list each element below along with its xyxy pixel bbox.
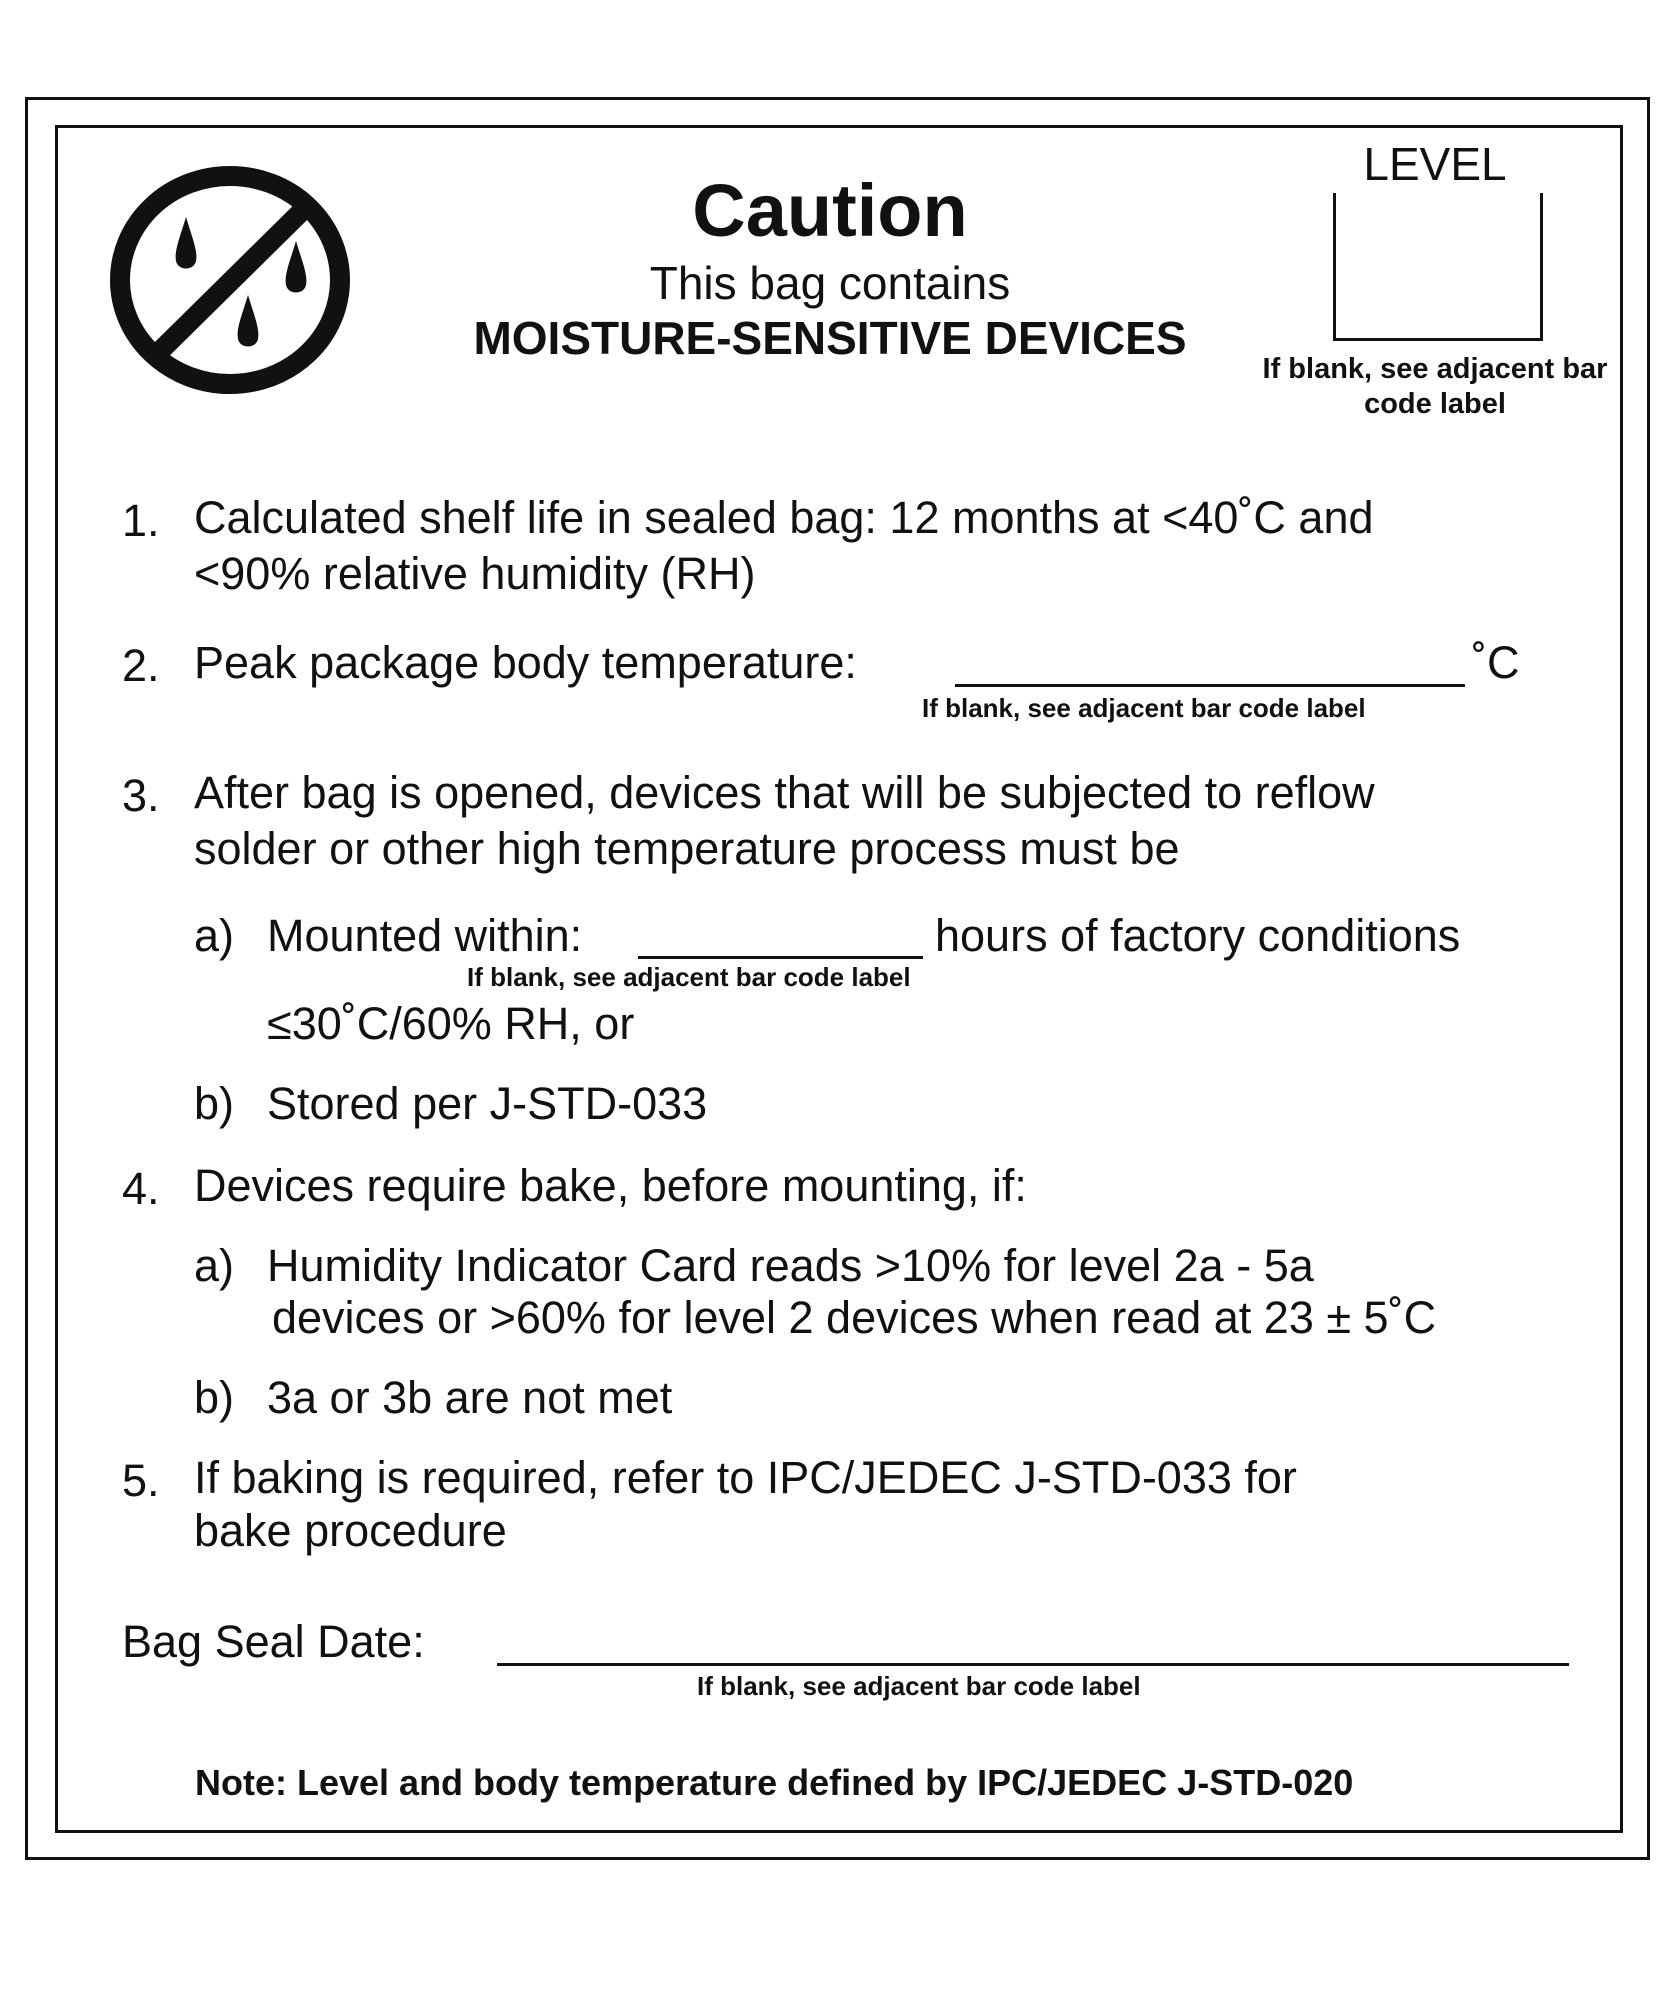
moisture-sensitive-heading: MOISTURE-SENSITIVE DEVICES xyxy=(473,312,1187,364)
item-3a-after: hours of factory conditions xyxy=(935,910,1461,961)
item-3-line2: solder or other high temperature process must be xyxy=(194,823,1180,874)
caution-title: Caution xyxy=(692,169,968,252)
item-5-line2: bake procedure xyxy=(194,1505,507,1556)
item-3-line1: After bag is opened, devices that will be subjected to reflow xyxy=(194,767,1375,818)
item-2-text: Peak package body temperature: xyxy=(194,637,857,688)
level-blank-note: If blank, see adjacent bar code label xyxy=(1262,353,1608,420)
item-2-number: 2. xyxy=(122,640,160,691)
mounted-within-hours-field[interactable] xyxy=(638,956,923,959)
item-4a-label: a) xyxy=(194,1240,235,1291)
item-3a-line2: ≤30˚C/60% RH, or xyxy=(267,998,635,1049)
item-3b-text: Stored per J-STD-033 xyxy=(267,1078,708,1129)
item-1-line1: Calculated shelf life in sealed bag: 12 months at <40˚C and xyxy=(194,492,1374,543)
item-4a-line2: devices or >60% for level 2 devices when read at 23 ± 5˚C xyxy=(272,1292,1437,1343)
item-1-line2: <90% relative humidity (RH) xyxy=(194,548,756,599)
footer-note: Note: Level and body temperature defined by IPC/JEDEC J-STD-020 xyxy=(195,1762,1354,1803)
bag-seal-blank-note: If blank, see adjacent bar code label xyxy=(697,1671,1141,1701)
item-3a-label: a) xyxy=(194,910,235,961)
item-3a-blank-note: If blank, see adjacent bar code label xyxy=(467,962,911,992)
peak-temperature-field[interactable] xyxy=(955,684,1465,687)
item-3a-text: Mounted within: xyxy=(267,910,583,961)
item-2-blank-note: If blank, see adjacent bar code label xyxy=(922,693,1366,723)
item-5-line1: If baking is required, refer to IPC/JEDEC J-STD-033 for xyxy=(194,1452,1297,1503)
item-5-number: 5. xyxy=(122,1455,160,1506)
item-3b-label: b) xyxy=(194,1078,235,1129)
item-4b-text: 3a or 3b are not met xyxy=(267,1372,673,1423)
item-4b-label: b) xyxy=(194,1372,235,1423)
level-box[interactable] xyxy=(1333,193,1543,341)
item-2-unit: ˚C xyxy=(1472,637,1520,688)
item-4-text: Devices require bake, before mounting, if: xyxy=(194,1160,1027,1211)
bag-contains-text: This bag contains xyxy=(649,257,1011,309)
bag-seal-date-label: Bag Seal Date: xyxy=(122,1616,425,1667)
item-4a-line1: Humidity Indicator Card reads >10% for level 2a - 5a xyxy=(267,1240,1314,1291)
item-1-number: 1. xyxy=(122,495,160,546)
bag-seal-date-field[interactable] xyxy=(497,1663,1569,1666)
item-3-number: 3. xyxy=(122,770,160,821)
level-label: LEVEL xyxy=(1363,138,1507,190)
item-4-number: 4. xyxy=(122,1163,160,1214)
